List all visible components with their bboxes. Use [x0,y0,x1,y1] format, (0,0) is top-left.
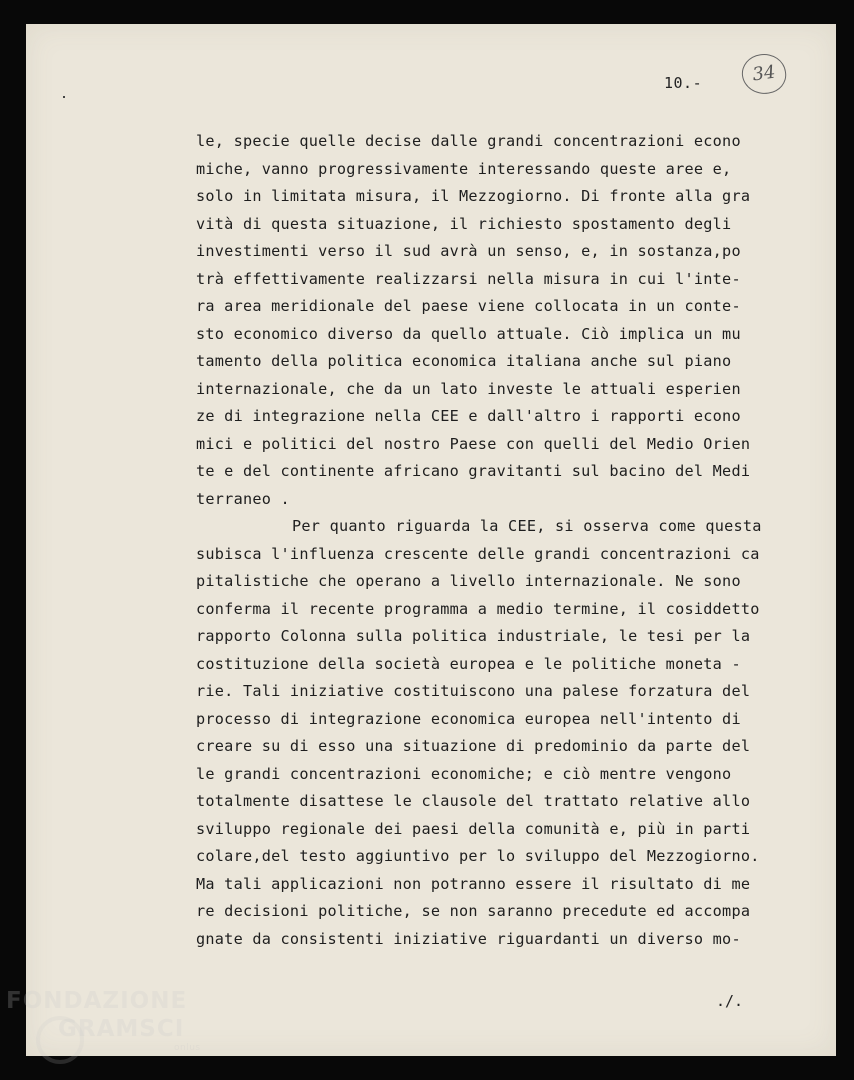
text-line: creare su di esso una situazione di predominio da parte del [196,737,751,755]
text-line: subisca l'influenza crescente delle grandi concentrazioni ca [196,544,760,563]
text-line: te e del continente africano gravitanti sul bacino del Medi [196,462,751,480]
text-line: ra area meridionale del paese viene collocata in un conte- [196,297,741,315]
text-line: processo di integrazione economica europea nell'intento di [196,709,741,728]
archive-stamp: 34 [739,51,788,97]
text-line: pitalistiche che operano a livello internazionale. Ne sono [196,572,741,590]
text-line: sto economico diverso da quello attuale. Ciò implica un mu [196,324,741,343]
text-line: le, specie quelle decise dalle grandi concentrazioni econo [196,132,741,150]
watermark-line-1: FONDAZIONE [6,988,188,1014]
text-line: gnate da consistenti iniziative riguardanti un diverso mo- [196,929,741,948]
text-line: mici e politici del nostro Paese con quelli del Medio Orien [196,434,751,453]
text-line: le grandi concentrazioni economiche; e ciò mentre vengono [196,764,732,783]
watermark [6,987,201,1053]
page-number: 10.- [664,74,703,92]
text-line: terraneo . [196,489,290,508]
page-mark [63,96,65,98]
text-line: trà effettivamente realizzarsi nella misura in cui l'inte- [196,269,741,288]
text-line: rie. Tali iniziative costituiscono una palese forzatura del [196,682,751,700]
text-line: ze di integrazione nella CEE e dall'altro i rapporti econo [196,407,741,425]
text-line: conferma il recente programma a medio termine, il cosiddetto [196,599,760,618]
watermark-line-3: onlus [174,1043,201,1053]
text-line: rapporto Colonna sulla politica industriale, le tesi per la [196,627,751,645]
text-line: solo in limitata misura, il Mezzogiorno. Di fronte alla gra [196,187,751,205]
text-line: tamento della politica economica italiana anche sul piano [196,352,732,370]
text-line: internazionale, che da un lato investe le attuali esperien [196,379,741,398]
text-line: re decisioni politiche, se non saranno precedute ed accompa [196,902,751,920]
text-line: colare,del testo aggiuntivo per lo sviluppo del Mezzogiorno. [196,847,760,865]
text-line: costituzione della società europea e le politiche moneta - [196,654,741,673]
text-line: vità di questa situazione, il richiesto spostamento degli [196,214,732,233]
paragraph-start-line: Per quanto riguarda la CEE, si osserva come questa [292,517,762,535]
typewritten-body [196,128,786,953]
continuation-mark: ./. [716,992,744,1010]
text-line: Ma tali applicazioni non potranno essere il risultato di me [196,874,751,893]
watermark-line-2: GRAMSCI [58,1016,185,1042]
text-line: miche, vanno progressivamente interessando queste aree e, [196,159,732,178]
text-line: investimenti verso il sud avrà un senso, e, in sostanza,po [196,242,741,260]
document-page [26,24,836,1056]
text-line: sviluppo regionale dei paesi della comunità e, più in parti [196,819,751,838]
text-line: totalmente disattese le clausole del trattato relative allo [196,792,751,810]
